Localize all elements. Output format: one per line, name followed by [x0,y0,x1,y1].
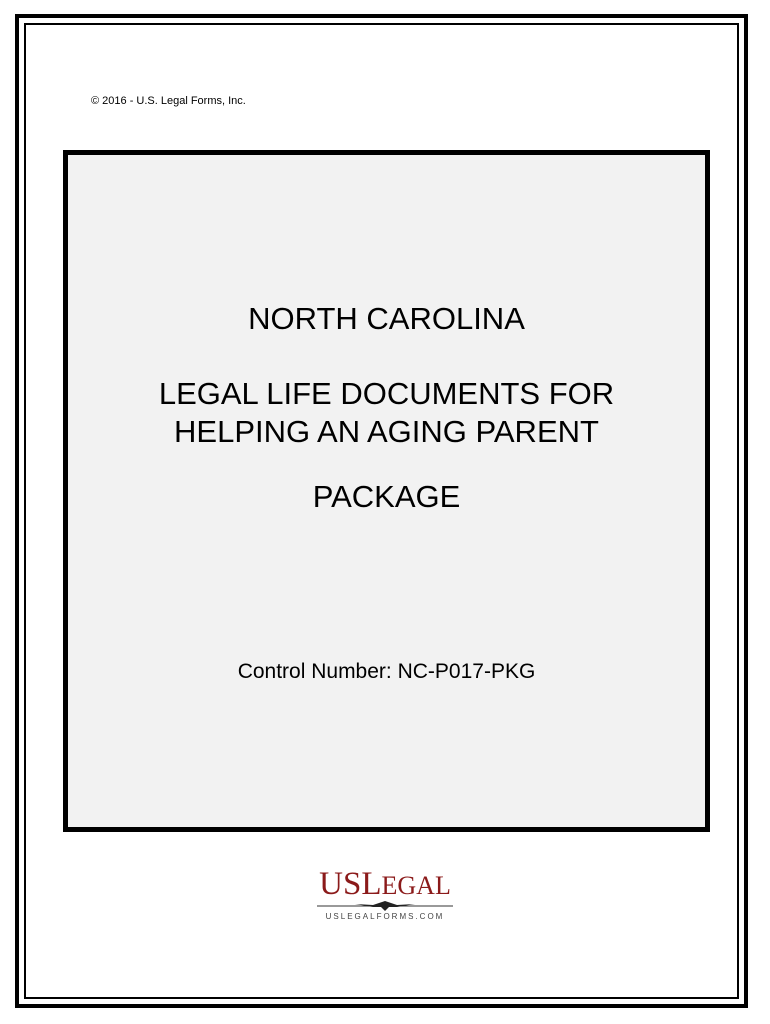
copyright-notice: © 2016 - U.S. Legal Forms, Inc. [91,95,246,107]
document-title-line-1: LEGAL LIFE DOCUMENTS FOR [158,376,615,411]
logo-word-l: L [361,866,382,902]
logo-url: USLEGALFORMS.COM [325,912,445,921]
uslegal-logo [305,866,465,926]
control-number: Control Number: NC-P017-PKG [237,660,536,683]
package-title: PACKAGE [312,479,461,514]
logo-word-egal: EGAL [381,871,451,900]
state-title: NORTH CAROLINA [248,301,525,336]
logo-wordmark [305,866,465,904]
document-title-line-2: HELPING AN AGING PARENT [174,414,599,449]
logo-word-us: US [319,866,362,902]
title-box [63,150,710,832]
eagle-icon [315,900,455,912]
